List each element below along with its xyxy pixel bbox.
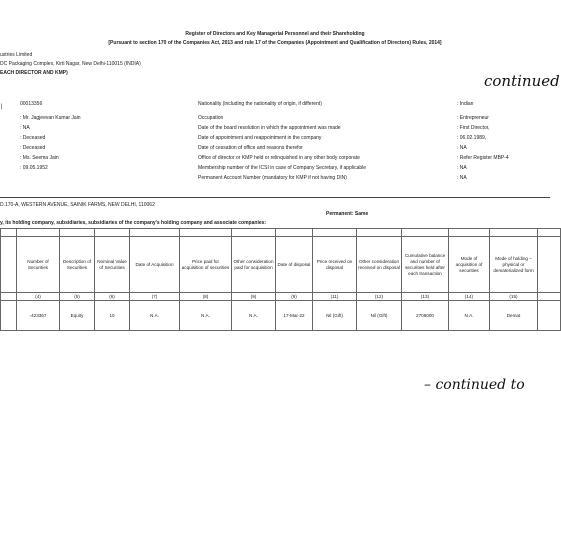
section-divider [0,197,550,198]
icsi-membership-value: : NA [457,165,467,171]
table-cell: Nil (Gift) [313,301,357,331]
table-cell: Nil (Gift) [357,301,402,331]
column-header: Other consideration paid for acquisition [232,237,276,293]
company-name: ustries Limited [0,52,33,58]
handwritten-continued-to-note: – continued to [424,377,525,393]
column-number: (11) [313,293,357,301]
board-resolution-label: Date of the board resolution in which the appointment was made [198,125,341,131]
column-number: (9) [276,293,313,301]
column-number: (14) [449,293,490,301]
icsi-membership-label: Membership number of the ICSI in case of Company Secretary, if applicable [198,165,367,171]
table-cell: 2706000 [402,301,449,331]
detail-value: : NA [20,125,30,131]
column-number: (12) [357,293,402,301]
pan-value: : NA [457,175,467,181]
permanent-address: Permanent: Same [326,211,369,217]
register-title: Register of Directors and Key Managerial Personnel and their Shareholding [185,31,365,37]
column-header: Cumulative balance and number of securities held after each transaction [402,237,449,293]
handwritten-continued-note: continued [484,72,560,90]
column-header: Other consideration received on disposal [357,237,402,293]
column-number: (15) [490,293,538,301]
column-number: (5) [60,293,95,301]
table-cell: N.A. [449,301,490,331]
nationality-label: Nationality (including the nationality of origin, if different) [198,101,322,107]
din-value: 00013356 [20,101,43,107]
column-header: Mode of holding – physical or dematerialized form [490,237,538,293]
occupation-label: Occupation [198,115,224,121]
appointment-date-label: Date of appointment and reappointment in the company [198,135,322,141]
table-cell: -423367 [17,301,60,331]
column-number: (7) [130,293,180,301]
margin-mark: | [1,104,3,110]
column-number: (13) [402,293,449,301]
residential-address: D.170-A, WESTERN AVENUE, SAINIK FARMS, NEW DELHI, 110062 [0,202,155,208]
table-top-spacer-row [1,229,561,237]
column-number-row [1,293,561,301]
other-office-label: Office of director or KMP held or relinquished in any other body corporate [198,155,360,161]
column-header: Date of disposal [276,237,313,293]
column-header: Date of Acquisition [130,237,180,293]
table-cell: 10 [95,301,130,331]
director-name-value: : Mr. Jagjeevan Kumar Jain [20,115,81,121]
table-cell: Equity [60,301,95,331]
company-address: DC Packaging Complex, Kirti Nagar, New Delhi-110015 (INDIA) [0,61,141,67]
register-subtitle: [Pursuant to section 170 of the Companies Act, 2013 and rule 17 of the Companies (Appointment and Qualification of Directors) Rules, 2014] [108,40,442,46]
table-row [1,301,561,331]
securities-table [0,228,561,331]
appointment-date-value: : 06.02.1989, [457,135,487,141]
nationality-value: : Indian [457,101,474,107]
column-header: Price received on disposal [313,237,357,293]
pan-label: Permanent Account Number (mandatory for KMP if not having DIN) [198,175,347,181]
board-resolution-value: : First Director, [457,125,490,131]
column-header: Description of Securities [60,237,95,293]
occupation-value: : Entrepreneur [457,115,489,121]
table-cell: N.A. [232,301,276,331]
column-number: (8) [180,293,232,301]
table-cell: N.A. [130,301,180,331]
table-cell: 17-Mar-22 [276,301,313,331]
other-office-value: : Refer Register MBP-4 [457,155,509,161]
securities-heading: y, its holding company, subsidiaries, subsidiaries of the company's holding company and associate companies: [0,220,267,226]
column-header: Price paid for acquisition of securities [180,237,232,293]
column-number: (9) [232,293,276,301]
detail-value: : Deceased [20,135,46,141]
column-header: Number of Securities [17,237,60,293]
section-label: EACH DIRECTOR AND KMP) [0,70,68,76]
table-header-row [1,237,561,293]
column-number: (4) [17,293,60,301]
cessation-value: : NA [457,145,467,151]
table-cell: Demat [490,301,538,331]
column-header: Nominal Value of Securities [95,237,130,293]
date-of-birth-value: : 09.05.1952 [20,165,48,171]
column-number: (6) [95,293,130,301]
column-header: Mode of acquisition of securities [449,237,490,293]
spouse-name-value: : Ms. Seema Jain [20,155,59,161]
cessation-label: Date of cessation of office and reasons therefor [198,145,303,151]
detail-value: : Deceased [20,145,46,151]
table-cell: N.A. [180,301,232,331]
